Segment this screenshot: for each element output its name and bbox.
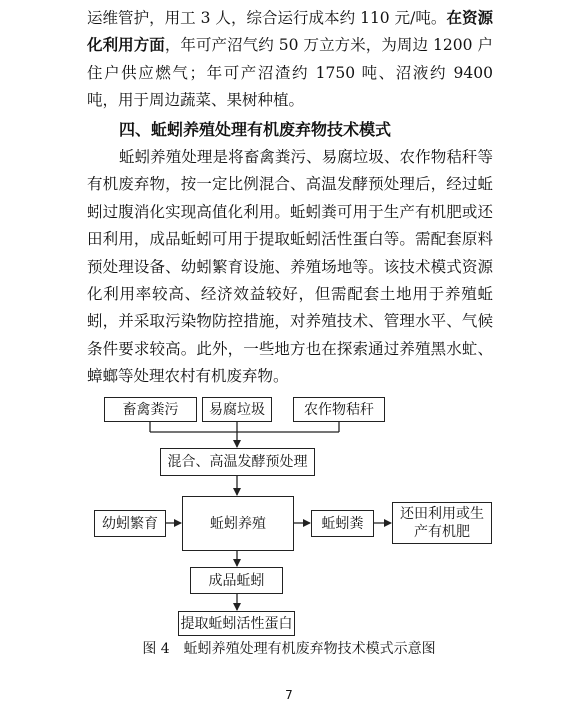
paragraph-biogas-bold: 在资源化利用方面: [87, 9, 493, 55]
box-crop-straw: 农作物秸秆: [293, 397, 385, 422]
figure-caption: 图 4 蚯蚓养殖处理有机废弃物技术模式示意图: [142, 641, 436, 657]
section-heading: 四、蚯蚓养殖处理有机废弃物技术模式: [119, 120, 392, 139]
box-finished-earthworms: 成品蚯蚓: [190, 567, 283, 594]
box-protein-extraction: 提取蚯蚓活性蛋白: [178, 611, 295, 636]
box-earthworm-farming: 蚯蚓养殖: [182, 496, 294, 551]
paragraph-earthworm: 蚯蚓养殖处理是将畜禽粪污、易腐垃圾、农作物秸秆等有机废弃物，按一定比例混合、高温发酵预处理后，经过蚯蚓过腹消化实现高值化利用。蚯蚓粪可用于生产有机肥或还田利用，成品蚯蚓可用于提取蚯蚓活性蛋白等。需配套原料预处理设备、幼蚓繁育设施、养殖场地等。该技术模式资源化利用率较高、经济效益较好，但需配套土地用于养殖蚯蚓，并采取污染物防控措施，对养殖技术、管理水平、气候条件要求较高。此外，一些地方也在探索通过养殖黑水虻、蟑螂等处理农村有机废弃物。: [87, 148, 493, 386]
box-perishable-waste: 易腐垃圾: [202, 397, 272, 422]
box-pretreatment: 混合、高温发酵预处理: [160, 448, 315, 476]
page-number: 7: [285, 688, 293, 702]
paragraph-biogas-rest: ，年可产沼气约 50 万立方米，为周边 1200 户住户供应燃气；年可产沼渣约 1750 吨、沼液约 9400 吨，用于周边蔬菜、果树种植。: [87, 36, 493, 110]
box-livestock-manure: 畜禽粪污: [104, 397, 197, 422]
box-young-breeding: 幼蚓繁育: [94, 510, 166, 537]
box-fertilizer: 还田利用或生产有机肥: [392, 502, 492, 544]
paragraph-biogas-text: 运维管护，用工 3 人，综合运行成本约 110 元/吨。: [87, 9, 447, 27]
paragraph-biogas: [87, 5, 493, 115]
box-castings: 蚯蚓粪: [311, 510, 374, 537]
